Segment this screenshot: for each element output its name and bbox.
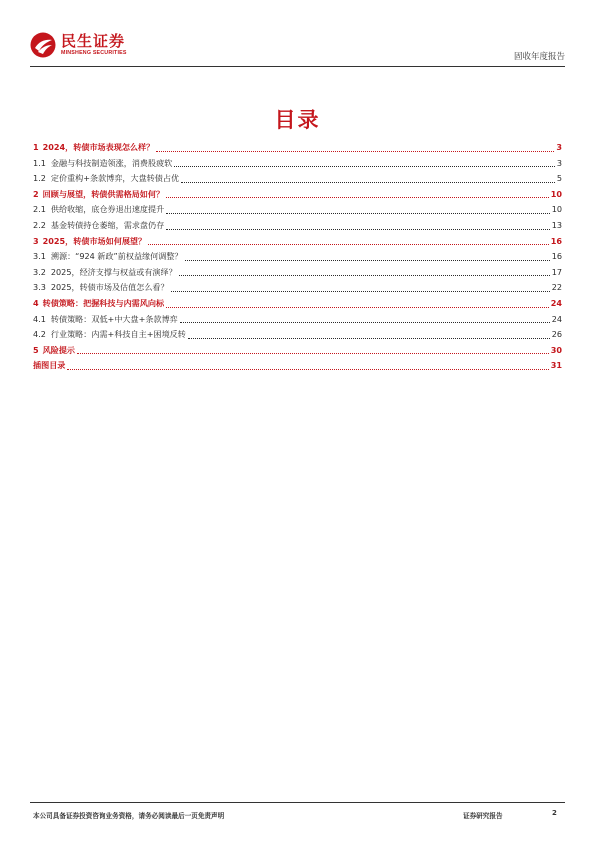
toc-dot-leader (77, 352, 549, 354)
toc-entry-subsection[interactable] (33, 312, 562, 328)
toc-entry-page: 16 (551, 251, 562, 262)
toc-entry-page: 26 (551, 329, 562, 340)
toc-entry-number: 2.2 (33, 219, 46, 230)
toc-entry-title: 2025，转债市场及估值怎么看？ (50, 282, 169, 293)
company-logo (30, 28, 127, 62)
toc-entry-number: 1.1 (33, 157, 46, 168)
toc-entry-page: 16 (550, 235, 562, 246)
toc-dot-leader (171, 290, 550, 292)
toc-entry-number: 2.1 (33, 204, 46, 215)
toc-entry-title: 供给收缩，底仓券退出速度提升 (50, 204, 165, 215)
toc-dot-leader (180, 321, 550, 323)
report-type-label: 固收年度报告 (513, 52, 565, 62)
toc-entry-title: 2025，经济支撑与权益或有演绎？ (50, 266, 177, 277)
toc-entry-subsection[interactable] (33, 202, 562, 218)
toc-dot-leader (166, 212, 549, 214)
logo-english-name: MINSHENG SECURITIES (61, 50, 127, 56)
toc-entry-subsection[interactable] (33, 280, 562, 296)
toc-entry-title: 回顾与展望，转债供需格局如何？ (42, 188, 165, 199)
footer-label: 证券研究报告 (463, 812, 503, 820)
toc-entry-page: 10 (551, 204, 562, 215)
toc-entry-number: 3.3 (33, 282, 46, 293)
toc-dot-leader (166, 228, 549, 230)
toc-entry-subsection[interactable] (33, 265, 562, 281)
toc-entry-page: 3 (556, 142, 562, 152)
toc-entry-page: 5 (556, 173, 562, 184)
toc-entry-number: 4 (33, 297, 39, 308)
toc-entry-number: 3.2 (33, 266, 46, 277)
toc-entry-section[interactable] (33, 358, 562, 374)
toc-entry-number: 1.2 (33, 173, 46, 184)
toc-entry-title: 插图目录 (33, 360, 66, 371)
toc-dot-leader (181, 181, 555, 183)
minsheng-logo-icon (30, 32, 56, 58)
toc-dot-leader (179, 274, 550, 276)
toc-entry-page: 24 (550, 297, 562, 308)
header-divider (30, 66, 565, 67)
toc-entry-title: 转债策略：把握科技与内需风向标 (42, 297, 165, 308)
toc-dot-leader (166, 196, 549, 198)
footer-disclaimer: 本公司具备证券投资咨询业务资格，请务必阅读最后一页免责声明 (33, 812, 225, 820)
toc-entry-page: 24 (551, 313, 562, 324)
page-header (30, 28, 565, 68)
toc-entry-page: 31 (550, 360, 562, 371)
toc-entry-title: 风险提示 (42, 344, 76, 355)
toc-entry-number: 4.2 (33, 329, 46, 340)
toc-entry-subsection[interactable] (33, 171, 562, 187)
toc-entry-subsection[interactable] (33, 327, 562, 343)
toc-entry-number: 5 (33, 344, 39, 355)
toc-entry-number: 3 (33, 235, 39, 246)
footer-divider (30, 802, 565, 803)
toc-entry-number: 4.1 (33, 313, 46, 324)
toc-entry-page: 13 (551, 219, 562, 230)
toc-dot-leader (67, 368, 548, 370)
toc-entry-number: 1 (33, 142, 39, 152)
toc-entry-title: 溯源：“924 新政”前权益缘何调整？ (50, 251, 183, 262)
toc-entry-section[interactable] (33, 343, 562, 359)
toc-entry-page: 3 (556, 157, 562, 168)
toc-dot-leader (156, 150, 554, 152)
toc-dot-leader (174, 165, 555, 167)
page-number: 2 (552, 809, 557, 817)
toc-entry-title: 金融与科技制造领涨，消费股疲软 (50, 157, 173, 168)
toc-entry-section[interactable] (33, 187, 562, 203)
toc-entry-title: 2025，转债市场如何展望？ (42, 235, 147, 246)
toc-entry-number: 2 (33, 188, 39, 199)
toc-dot-leader (188, 337, 550, 339)
toc-entry-subsection[interactable] (33, 156, 562, 172)
toc-entry-section[interactable] (33, 296, 562, 312)
toc-entry-title: 转债策略：双低+中大盘+条款博弈 (50, 313, 178, 324)
toc-dot-leader (185, 259, 550, 261)
toc-entry-section[interactable] (33, 140, 562, 156)
toc-entry-title: 2024，转债市场表现怎么样？ (42, 142, 155, 152)
toc-entry-title: 基金转债持仓萎缩，需求盘仍存 (50, 219, 165, 230)
page-title: 目录 (274, 108, 321, 132)
toc-dot-leader (148, 243, 549, 245)
table-of-contents (33, 140, 562, 374)
toc-entry-page: 17 (551, 266, 562, 277)
toc-entry-subsection[interactable] (33, 218, 562, 234)
toc-entry-page: 30 (550, 344, 562, 355)
toc-entry-title: 行业策略：内需+科技自主+困境反转 (50, 329, 186, 340)
toc-entry-subsection[interactable] (33, 249, 562, 265)
toc-entry-number: 3.1 (33, 251, 46, 262)
toc-dot-leader (166, 306, 549, 308)
toc-entry-section[interactable] (33, 234, 562, 250)
logo-chinese-name: 民生证券 (61, 32, 126, 50)
toc-entry-title: 定价重构+条款博弈，大盘转债占优 (50, 173, 180, 184)
toc-entry-page: 10 (550, 188, 562, 199)
toc-entry-page: 22 (551, 282, 562, 293)
